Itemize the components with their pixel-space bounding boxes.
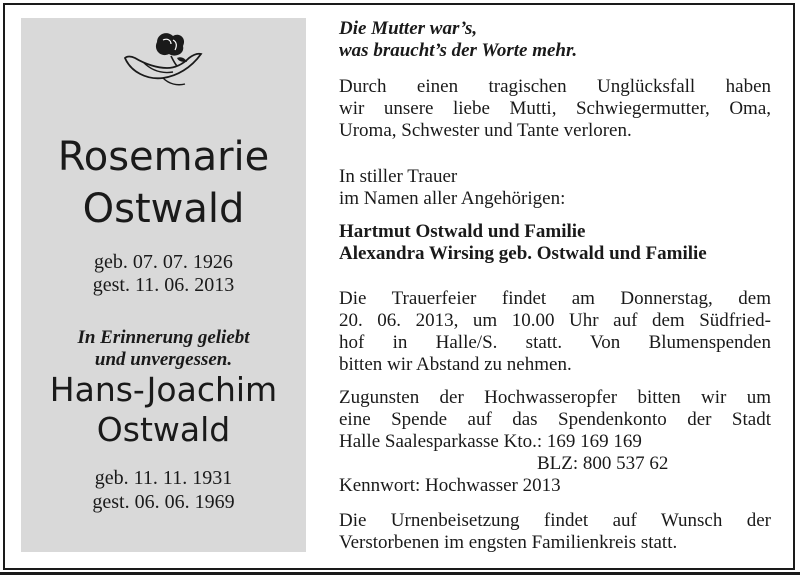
person2-last-name: Ostwald <box>96 410 231 449</box>
funeral-line-1: Die Trauerfeier findet am Donnerstag, dem <box>339 288 771 309</box>
urn-line-2: Verstorbenen im engsten Familienkreis statt. <box>339 532 678 553</box>
motto <box>339 18 771 62</box>
memory-line-2: und unvergessen. <box>94 349 233 370</box>
urn-paragraph <box>339 510 771 554</box>
mourning-block <box>339 166 771 210</box>
family-1: Hartmut Ostwald und Familie <box>339 221 586 242</box>
intro-line-1: Durch einen tragischen Unglücksfall haben <box>339 76 771 97</box>
funeral-line-3: hof in Halle/S. statt. Von Blumenspenden <box>339 332 771 353</box>
family-list <box>339 221 771 265</box>
intro-line-2: wir unsere liebe Mutti, Schwiegermutter, Oma, <box>339 98 771 119</box>
memory-line-1: In Erinnerung geliebt <box>77 327 250 348</box>
person1-last-name: Ostwald <box>82 186 245 232</box>
funeral-line-4: bitten wir Abstand zu nehmen. <box>339 354 572 375</box>
mourning-line-2: im Namen aller Angehörigen: <box>339 188 566 209</box>
person2-death-date: gest. 06. 06. 1969 <box>92 491 235 513</box>
person2-first-name: Hans-Joachim <box>49 370 278 409</box>
donation-line-1: Zugunsten der Hochwasseropfer bitten wir um <box>339 387 771 408</box>
urn-line-1: Die Urnenbeisetzung findet auf Wunsch der <box>339 510 771 531</box>
person1-first-name: Rosemarie <box>57 134 270 180</box>
motto-line-2: was braucht’s der Worte mehr. <box>339 40 578 61</box>
funeral-paragraph <box>339 288 771 376</box>
intro-line-3: Uroma, Schwester und Tante verloren. <box>339 120 632 141</box>
person2-birth-date: geb. 11. 11. 1931 <box>94 467 233 489</box>
family-2: Alexandra Wirsing geb. Ostwald und Familie <box>339 243 707 264</box>
mourning-line-1: In stiller Trauer <box>339 166 458 187</box>
person1-death-date: gest. 11. 06. 2013 <box>92 274 235 296</box>
intro-paragraph <box>339 76 771 142</box>
person1-birth-date: geb. 07. 07. 1926 <box>94 251 233 273</box>
donation-line-4: BLZ: 800 537 62 <box>537 453 669 474</box>
donation-line-5: Kennwort: Hochwasser 2013 <box>339 475 561 496</box>
motto-line-1: Die Mutter war’s, <box>339 18 478 39</box>
donation-paragraph <box>339 387 771 497</box>
donation-line-2: eine Spende auf das Spendenkonto der Stadt <box>339 409 771 430</box>
funeral-line-2: 20. 06. 2013, um 10.00 Uhr auf dem Südfried- <box>339 310 771 331</box>
donation-line-3: Halle Saalesparkasse Kto.: 169 169 169 <box>339 431 642 452</box>
hands-holding-rose-icon <box>117 28 207 92</box>
